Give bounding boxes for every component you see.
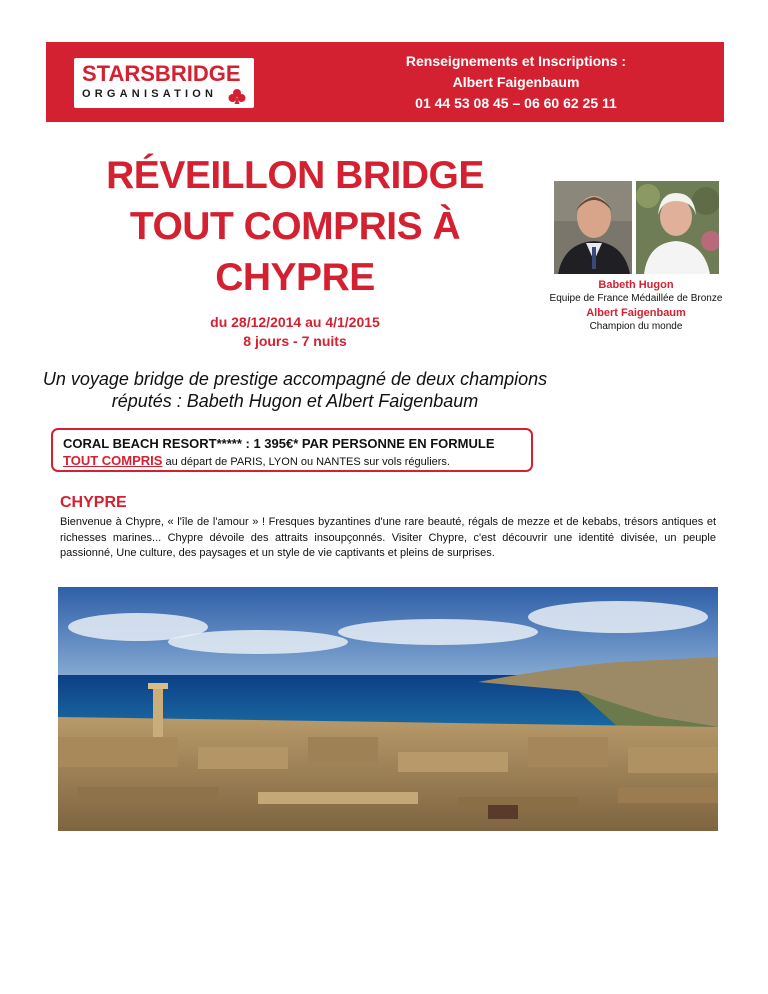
tout-compris-label: TOUT COMPRIS [63, 453, 163, 468]
champion-photos [554, 181, 719, 274]
offer-departure: au départ de PARIS, LYON ou NANTES sur vols réguliers. [162, 456, 450, 468]
offer-details [63, 453, 450, 468]
champion-name: Albert Faigenbaum [586, 307, 686, 319]
tagline-line-1: Un voyage bridge de prestige accompagné de deux champions [42, 369, 548, 389]
title-line-3: CHYPRE [215, 256, 375, 299]
logo-brand-text: STARSBRIDGE [82, 61, 241, 86]
contact-heading: Renseignements et Inscriptions : [405, 53, 627, 69]
champion-name: Babeth Hugon [598, 279, 674, 291]
babeth-hugon-photo [636, 181, 719, 274]
champions-captions [536, 278, 736, 334]
logo-sub-text: ORGANISATION [82, 88, 218, 100]
contact-info [346, 51, 686, 114]
trip-dates [150, 313, 440, 351]
title-line-1: RÉVEILLON BRIDGE [106, 154, 484, 197]
champion-title: Champion du monde [589, 321, 683, 332]
tagline [40, 368, 550, 412]
contact-name: Albert Faigenbaum [452, 74, 580, 90]
champion-title: Equipe de France Médaillée de Bronze [549, 293, 723, 304]
club-suit-icon [226, 88, 248, 104]
section-title: CHYPRE [60, 494, 127, 511]
albert-faigenbaum-photo [554, 181, 632, 274]
section-description: Bienvenue à Chypre, « l'île de l'amour » ! Fresques byzantines d'une rare beauté, régals de mezze et de kebabs, trésors antiques et richesses marines... Chypre dévoile des attraits insoupçonnés. Visiter Chypre, c'est découvrir une identité divisée, un peuple passionné, Une culture, des paysages et un style de vie captivants et pleins de surprises. [60, 516, 716, 559]
header-banner [46, 42, 724, 122]
cyprus-ruins-photo [58, 587, 718, 831]
starsbridge-logo [74, 58, 254, 108]
offer-price: CORAL BEACH RESORT***** : 1 395€* PAR PERSONNE EN FORMULE [63, 436, 495, 451]
trip-duration: 8 jours - 7 nuits [243, 333, 347, 349]
page-title [80, 150, 510, 303]
title-line-2: TOUT COMPRIS À [129, 205, 461, 248]
offer-box [51, 428, 533, 472]
date-range: du 28/12/2014 au 4/1/2015 [210, 314, 380, 330]
contact-phones: 01 44 53 08 45 – 06 60 62 25 11 [415, 95, 617, 111]
tagline-line-2: réputés : Babeth Hugon et Albert Faigenbaum [111, 391, 479, 411]
